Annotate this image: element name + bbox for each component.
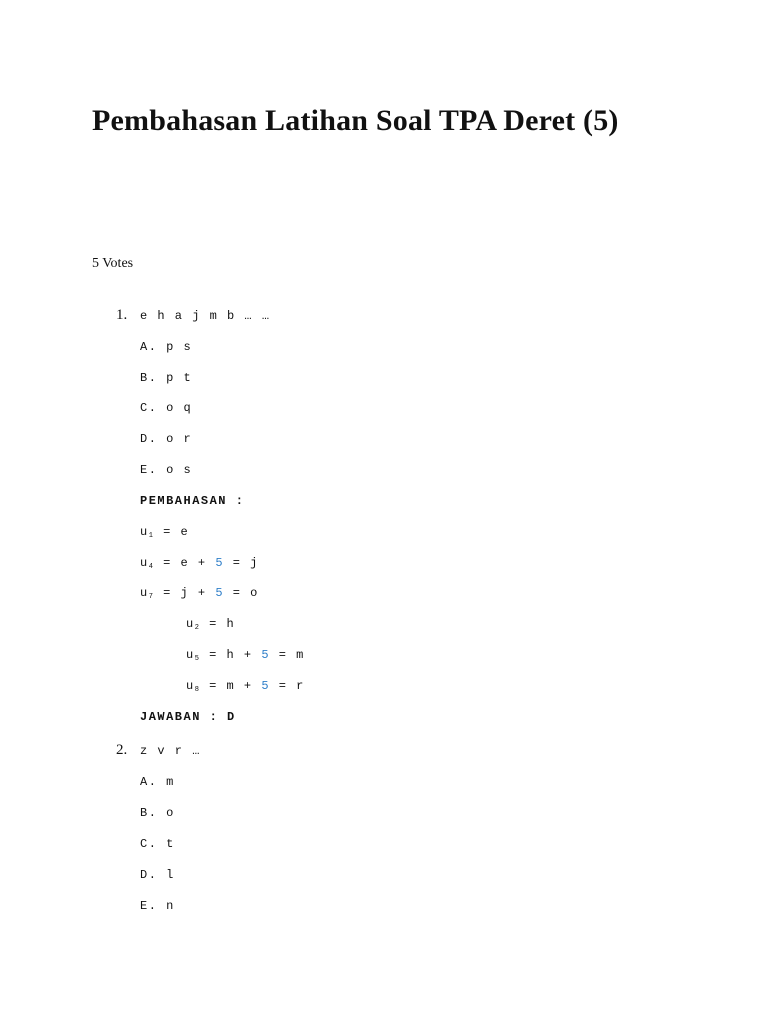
q1-option-c: C. o q	[140, 401, 193, 415]
q1-step-2: $u_4 = e + 5 = j$	[140, 556, 259, 571]
q1-step-3: $u_7 = j + 5 = o$	[140, 586, 259, 601]
question-2-text: z v r …	[140, 744, 201, 758]
question-2-number: 2.	[116, 742, 128, 758]
question-1-text: e h a j m b … …	[140, 309, 271, 323]
q1-option-a: A. p s	[140, 340, 193, 354]
q1-option-b: B. p t	[140, 371, 193, 385]
q1-option-d: D. o r	[140, 432, 193, 446]
q2-option-c: C. t	[140, 837, 175, 851]
q1-step-4: $u_2 = h$	[186, 617, 236, 632]
page-title: Pembahasan Latihan Soal TPA Deret (5)	[92, 104, 619, 137]
q2-option-b: B. o	[140, 806, 175, 820]
question-1-number: 1.	[116, 307, 128, 323]
q1-discussion-heading: PEMBAHASAN :	[140, 494, 245, 508]
q1-step-5: $u_5 = h + 5 = m$	[186, 648, 305, 663]
q1-option-e: E. o s	[140, 463, 193, 477]
votes-count: 5 Votes	[92, 256, 134, 271]
q1-step-1: $u_1 = e$	[140, 525, 190, 540]
q2-option-a: A. m	[140, 775, 175, 789]
q2-option-e: E. n	[140, 899, 175, 913]
q2-option-d: D. l	[140, 868, 175, 882]
q1-step-6: $u_8 = m + 5 = r$	[186, 679, 305, 694]
q1-answer: JAWABAN : D	[140, 710, 236, 724]
